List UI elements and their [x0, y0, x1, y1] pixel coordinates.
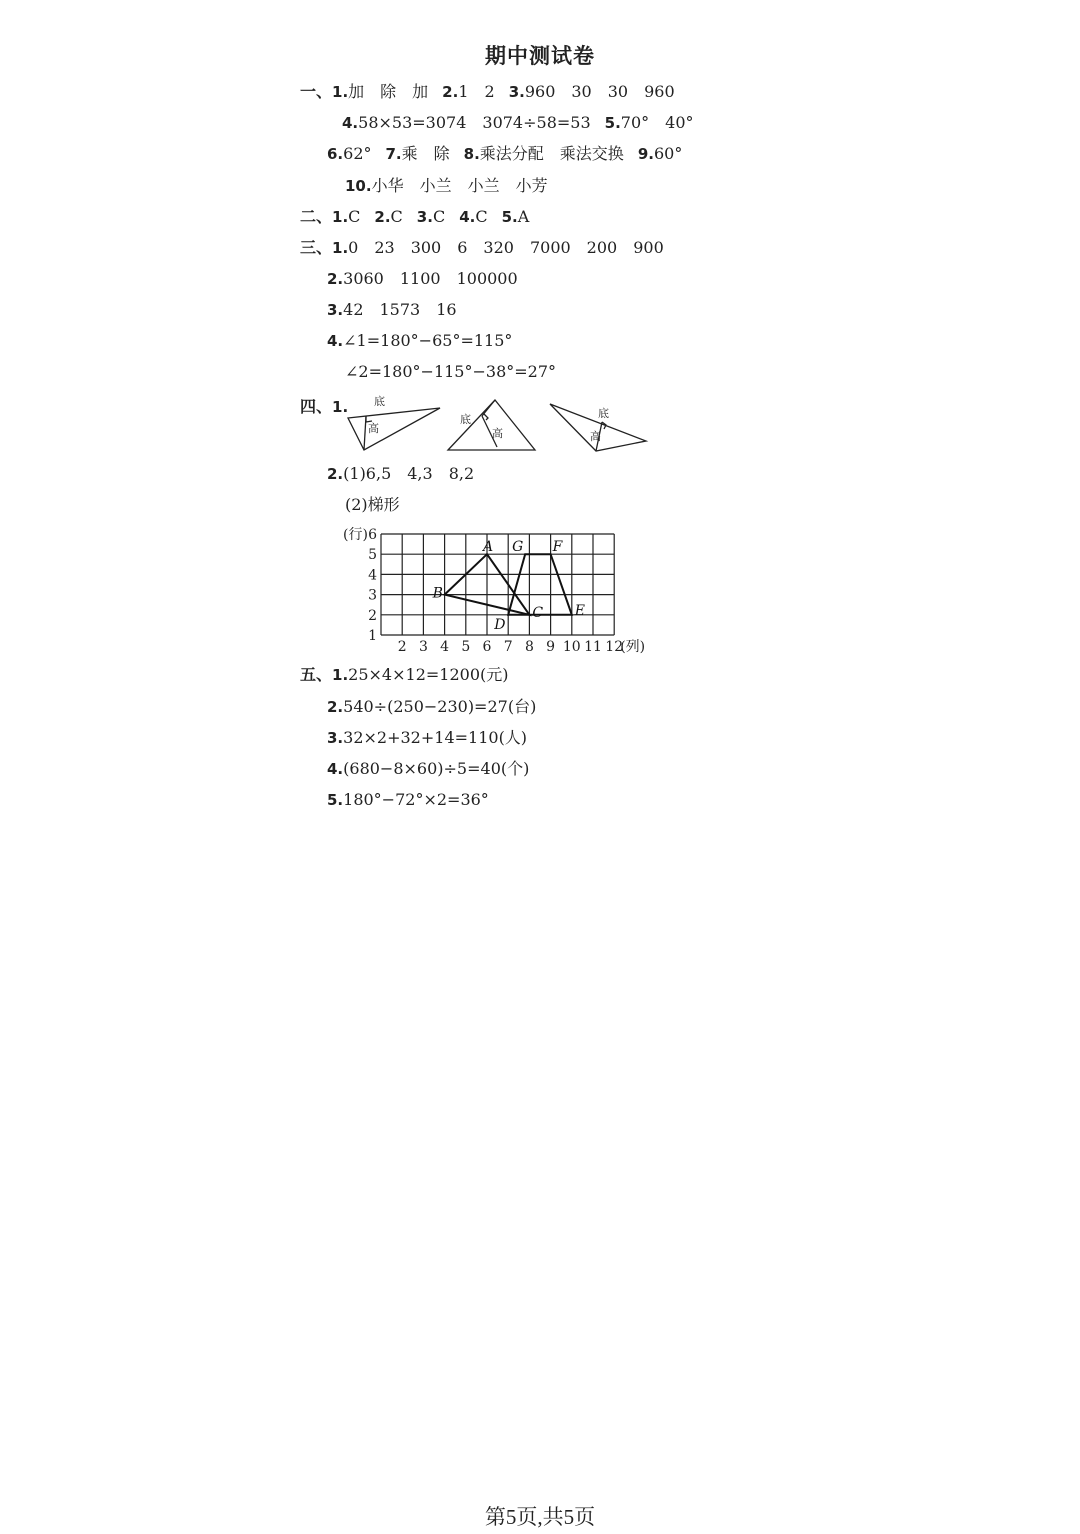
- point-label-d: D: [494, 616, 506, 633]
- section3-line3: [327, 300, 457, 320]
- section-label: 一、: [300, 82, 333, 101]
- point-label-a: A: [483, 539, 494, 556]
- section2-line: [300, 207, 529, 227]
- row-tick-label: 4: [368, 567, 377, 584]
- height-label: 高: [492, 427, 503, 440]
- answer-text: C: [475, 207, 488, 226]
- answer-text: (1)6,5 4,3 8,2: [343, 464, 475, 483]
- col-tick-label: 9: [546, 639, 556, 655]
- question-number: 1.: [332, 208, 349, 226]
- answer-text: A: [517, 207, 530, 226]
- row-tick-label: 2: [368, 607, 377, 624]
- question-number: 4.: [342, 114, 359, 132]
- base-label: 底: [460, 413, 471, 426]
- answer-text: 960 30 30 960: [524, 82, 675, 101]
- answer-text: 62°: [343, 144, 372, 163]
- point-label-c: C: [532, 604, 544, 621]
- row-tick-label: 6: [368, 527, 377, 543]
- answer-text: 加 除 加: [348, 82, 429, 101]
- answer-text: ∠2=180°−115°−38°=27°: [345, 362, 557, 381]
- answer-text: 42 1573 16: [343, 300, 457, 319]
- answer-text: 乘 除: [401, 144, 450, 163]
- point-label-b: B: [432, 585, 443, 602]
- section5-line3: [327, 728, 527, 748]
- height-label: 高: [590, 430, 601, 443]
- section5-line1: [300, 665, 508, 685]
- answer-text: 180°−72°×2=36°: [343, 790, 489, 809]
- row-tick-label: 1: [368, 628, 377, 644]
- section1-line2: [342, 113, 694, 133]
- answer-text: C: [390, 207, 403, 226]
- point-label-e: E: [574, 602, 586, 619]
- section-label: 三、: [300, 238, 333, 257]
- question-number: 4.: [459, 208, 476, 226]
- row-tick-label: 3: [368, 587, 377, 604]
- section4-q2-line2: [345, 495, 400, 515]
- triangle-figure-1: [348, 408, 440, 450]
- question-number: 4.: [327, 760, 344, 778]
- answer-text: 32×2+32+14=110(人): [343, 728, 528, 747]
- answer-text: C: [432, 207, 446, 226]
- question-number: 5.: [501, 208, 518, 226]
- answer-text: 540÷(250−230)=27(台): [343, 697, 537, 716]
- answer-text: 小华 小兰 小兰 小芳: [371, 176, 548, 195]
- point-label-f: F: [552, 539, 563, 556]
- col-tick-label: 6: [482, 639, 492, 655]
- answer-text: 58×53=3074 3074÷58=53: [358, 113, 591, 132]
- question-number: 6.: [327, 145, 344, 163]
- answer-text: 25×4×12=1200(元): [348, 665, 509, 684]
- question-number: 2.: [327, 270, 344, 288]
- section1-line1: [300, 82, 675, 102]
- height-label: 高: [368, 422, 379, 435]
- section5-line2: [327, 697, 536, 717]
- question-number: 7.: [385, 145, 402, 163]
- page-title: 期中测试卷: [485, 44, 595, 68]
- answer-text: (2)梯形: [345, 495, 400, 514]
- question-number: 2.: [374, 208, 391, 226]
- point-label-g: G: [512, 539, 524, 556]
- col-tick-label: 2: [397, 639, 407, 655]
- section3-line4: [327, 331, 512, 351]
- answer-text: ∠1=180°−65°=115°: [343, 331, 513, 350]
- col-tick-label: 11: [584, 639, 602, 655]
- page-footer: 第5页,共5页: [484, 1505, 596, 1529]
- col-tick-label: 5: [461, 639, 471, 655]
- col-tick-label: 4: [440, 639, 450, 655]
- answer-text: 乘法分配 乘法交换: [479, 144, 624, 163]
- question-number: 5.: [604, 114, 621, 132]
- question-number: 1.: [332, 239, 349, 257]
- section-label: 二、: [300, 207, 333, 226]
- question-number: 9.: [637, 145, 654, 163]
- triangle-figures: [340, 392, 660, 458]
- question-number: 1.: [332, 83, 349, 101]
- section-label: 四、: [300, 397, 333, 416]
- question-number: 2.: [442, 83, 459, 101]
- section-label: 五、: [300, 665, 333, 684]
- question-number: 3.: [327, 729, 344, 747]
- question-number: 5.: [327, 791, 344, 809]
- section3-line5: [345, 362, 556, 382]
- answer-text: 0 23 300 6 320 7000 200 900: [348, 238, 664, 257]
- base-label: 底: [598, 407, 609, 420]
- question-number: 1.: [332, 398, 349, 416]
- answer-text: 1 2: [458, 82, 495, 101]
- col-tick-label: 10: [562, 639, 581, 655]
- col-axis-label: (列): [620, 639, 646, 655]
- base-label: 底: [374, 395, 385, 408]
- question-number: 3.: [508, 83, 525, 101]
- row-tick-label: 5: [368, 547, 377, 564]
- question-number: 1.: [332, 666, 349, 684]
- question-number: 2.: [327, 698, 344, 716]
- col-tick-label: 3: [418, 639, 428, 655]
- section1-line4: [345, 176, 548, 196]
- question-number: 4.: [327, 332, 344, 350]
- question-number: 3.: [327, 301, 344, 319]
- col-tick-label: 12: [605, 639, 624, 655]
- section3-line2: [327, 269, 518, 289]
- row-axis-label: (行): [343, 527, 368, 543]
- section5-line5: [327, 790, 489, 810]
- answer-text: C: [348, 207, 361, 226]
- section1-line3: [327, 144, 682, 164]
- section4-q2-line1: [327, 464, 474, 484]
- section5-line4: [327, 759, 529, 779]
- coordinate-grid: [335, 522, 665, 660]
- question-number: 10.: [345, 177, 372, 195]
- answer-text: 3060 1100 100000: [343, 269, 518, 288]
- question-number: 8.: [463, 145, 480, 163]
- answer-text: 70° 40°: [620, 113, 694, 132]
- col-tick-label: 8: [524, 639, 534, 655]
- question-number: 2.: [327, 465, 344, 483]
- section3-line1: [300, 238, 664, 258]
- col-tick-label: 7: [503, 639, 513, 655]
- answer-text: (680−8×60)÷5=40(个): [343, 759, 530, 778]
- question-number: 3.: [416, 208, 433, 226]
- answer-text: 60°: [653, 144, 683, 163]
